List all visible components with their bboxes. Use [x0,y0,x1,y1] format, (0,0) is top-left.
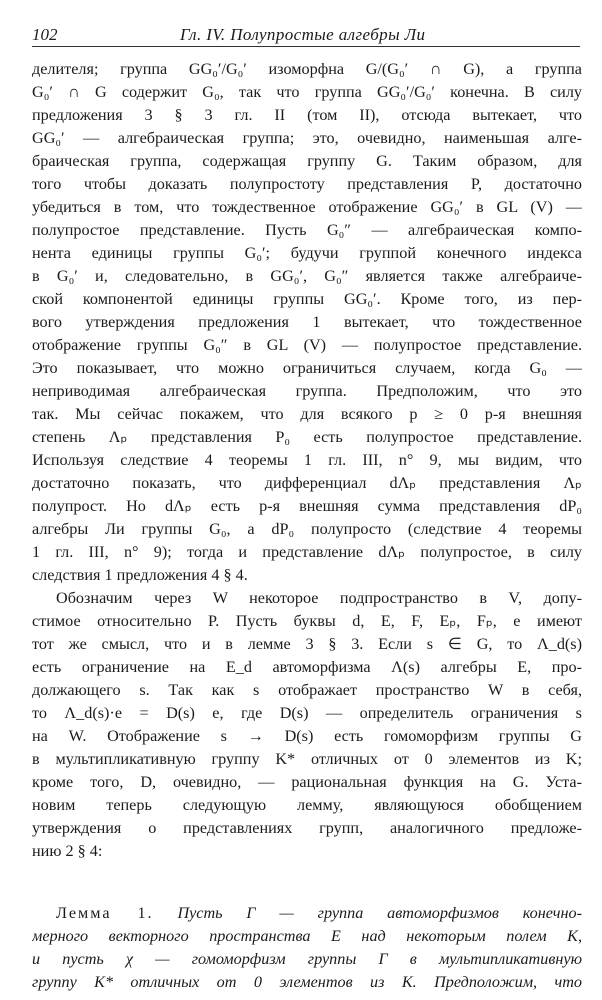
text-line: предложения 3 § 3 гл. II (том II), отсюда вытекает, что [32,106,582,124]
text-line: вого утверждения предложения 1 вытекает, что тождественное [32,313,582,331]
chapter-title: Гл. IV. Полупростые алгебры Ли [180,25,426,44]
text-line: кроме того, D, очевидно, — рациональная функция на G. Уста- [32,773,582,791]
text-line: степень Λₚ представления P₀ есть полупростое представление. [32,428,582,446]
text-line: алгебры Ли группы G₀, а dP₀ полупросто (следствие 4 теоремы [32,520,582,538]
text-line: Используя следствие 4 теоремы 1 гл. III, n° 9, мы видим, что [32,451,582,469]
lemma-label: Лемма 1. [56,904,154,922]
text-line: 1 гл. III, n° 9); тогда и представление dΛₚ полупростое, в силу [32,543,582,561]
text-line: так. Мы сейчас покажем, что для всякого p ≥ 0 p-я внешняя [32,405,582,423]
text-line: следствия 1 предложения 4 § 4. [32,566,248,584]
text-line: неприводимая алгебраическая группа. Предположим, что это [32,382,582,400]
text-line: полупростое представление. Пусть G₀″ — алгебраическая компо- [32,221,582,239]
text-line: G₀′ ∩ G содержит G₀, так что группа GG₀′/G₀′ конечна. В силу [32,83,582,101]
text-line: нента единицы группы G₀′; будучи группой конечного индекса [32,244,582,262]
text-line: мерного векторного пространства E над некоторым полем K, [32,927,582,945]
text-line: делителя; группа GG₀′/G₀′ изоморфна G/(G₀′ ∩ G), а группа [32,60,582,78]
text-line: новим теперь следующую лемму, являющуюся обобщением [32,796,582,814]
text-line: то Λ_d(s)·e = D(s) e, где D(s) — определитель ограничения s [32,704,582,722]
text-line: должающего s. Так как s отображает пространство W в себя, [32,681,582,699]
text-line: полупрост. Но dΛₚ есть p-я внешняя сумма представления dP₀ [32,497,582,515]
text-line: стимое относительно P. Пусть буквы d, E, F, Eₚ, Fₚ, e имеют [32,612,582,630]
text-line: нию 2 § 4: [32,842,103,860]
page-body [32,58,582,994]
paragraph-1 [32,58,582,587]
text-line: группу K* отличных от 0 элементов из K. Предположим, что [32,973,582,991]
text-line: и пусть χ — гомоморфизм группы Γ в мультипликативную [32,950,582,968]
text-line: утверждения о представлениях групп, аналогичного предложе- [32,819,582,837]
text-line: Обозначим через W некоторое подпространство в V, допу- [56,589,582,607]
text-line: есть ограничение на E_d автоморфизма Λ(s) алгебры E, про- [32,658,582,676]
lemma-text: Пусть Γ — группа автоморфизмов конечно- [177,904,582,922]
text-line: тот же смысл, что и в лемме 3 § 3. Если s ∈ G, то Λ_d(s) [32,635,582,653]
lemma-1 [32,902,582,994]
text-line: в мультипликативную группу K* отличных от 0 элементов из K; [32,750,582,768]
paragraph-2 [32,587,582,863]
text-line [32,902,582,925]
text-line: ской компонентой единицы группы GG₀′. Кроме того, из пер- [32,290,582,308]
section-gap [32,863,582,902]
text-line: отображение группы G₀″ в GL (V) — полупростое представление. [32,336,582,354]
text-line: на W. Отображение s → D(s) есть гомоморфизм группы G [32,727,582,745]
text-line: убедиться в том, что тождественное отображение GG₀′ в GL (V) — [32,198,582,216]
page-number: 102 [32,25,58,44]
text-line: того чтобы доказать полупростоту представления P, достаточно [32,175,582,193]
running-header [32,22,580,47]
text-line: браическая группа, содержащая группу G. Таким образом, для [32,152,582,170]
text-line: достаточно показать, что дифференциал dΛₚ представления Λₚ [32,474,582,492]
text-line: GG₀′ — алгебраическая группа; это, очевидно, наименьшая алге- [32,129,582,147]
text-line: Это показывает, что можно ограничиться случаем, когда G₀ — [32,359,582,377]
text-line: в G₀′ и, следовательно, в GG₀′, G₀″ является также алгебраиче- [32,267,582,285]
